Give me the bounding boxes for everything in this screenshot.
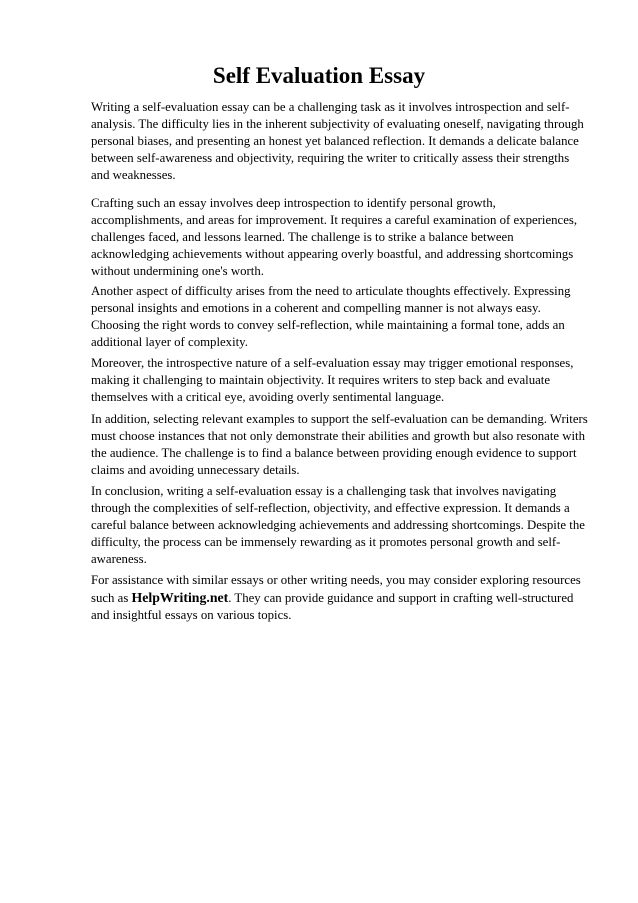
paragraph-articulation bbox=[91, 283, 601, 351]
text-line: Crafting such an essay involves deep introspection to identify personal growth, bbox=[91, 196, 496, 210]
text-line: Moreover, the introspective nature of a self-evaluation essay may trigger emotional responses, bbox=[91, 356, 574, 370]
text-line: For assistance with similar essays or other writing needs, you may consider exploring resources bbox=[91, 573, 581, 587]
paragraph-intro bbox=[91, 99, 601, 184]
text-line: claims and avoiding unnecessary details. bbox=[91, 463, 300, 477]
text-line: analysis. The difficulty lies in the inherent subjectivity of evaluating oneself, navigating through bbox=[91, 117, 584, 131]
text-line: Choosing the right words to convey self-reflection, while maintaining a formal tone, adds an bbox=[91, 318, 565, 332]
text-line: In conclusion, writing a self-evaluation essay is a challenging task that involves navigating bbox=[91, 484, 557, 498]
text-line: through the complexities of self-reflection, objectivity, and effective expression. It demands a bbox=[91, 501, 570, 515]
text-line: careful balance between acknowledging achievements and addressing shortcomings. Despite the bbox=[91, 518, 585, 532]
text-line: challenges faced, and lessons learned. The challenge is to strike a balance between bbox=[91, 230, 514, 244]
text-line: acknowledging achievements without appearing overly boastful, and addressing shortcomings bbox=[91, 247, 574, 261]
paragraph-resources bbox=[91, 572, 601, 624]
text-line: personal insights and emotions in a coherent and compelling manner is not always easy. bbox=[91, 301, 541, 315]
text-line: the audience. The challenge is to find a balance between providing enough evidence to support bbox=[91, 446, 577, 460]
text-line: themselves with a critical eye, avoiding overly sentimental language. bbox=[91, 390, 445, 404]
paragraph-examples bbox=[91, 411, 601, 479]
text-fragment: . They can provide guidance and support in crafting well-structured bbox=[228, 591, 574, 605]
helpwriting-link[interactable]: HelpWriting.net bbox=[131, 590, 229, 605]
text-line: In addition, selecting relevant examples to support the self-evaluation can be demanding. Writers bbox=[91, 412, 588, 426]
text-line: must choose instances that not only demonstrate their abilities and growth but also resonate with bbox=[91, 429, 585, 443]
text-line: personal biases, and presenting an honest yet balanced reflection. It demands a delicate balance bbox=[91, 134, 579, 148]
text-line-with-link bbox=[91, 589, 601, 607]
text-line: without undermining one's worth. bbox=[91, 264, 264, 278]
text-line: awareness. bbox=[91, 552, 147, 566]
text-line: accomplishments, and areas for improvement. It requires a careful examination of experiences, bbox=[91, 213, 578, 227]
paragraph-crafting bbox=[91, 195, 601, 280]
text-fragment: such as bbox=[91, 591, 132, 605]
text-line: additional layer of complexity. bbox=[91, 335, 248, 349]
page-title: Self Evaluation Essay bbox=[212, 63, 426, 88]
text-line: Another aspect of difficulty arises from the need to articulate thoughts effectively. Expressing bbox=[91, 284, 571, 298]
text-line: Writing a self-evaluation essay can be a challenging task as it involves introspection and self- bbox=[91, 100, 570, 114]
paragraph-introspective bbox=[91, 355, 601, 406]
text-line: and weaknesses. bbox=[91, 168, 176, 182]
paragraph-conclusion bbox=[91, 483, 601, 568]
text-line: between self-awareness and objectivity, requiring the writer to critically assess their strengths bbox=[91, 151, 570, 165]
text-line: making it challenging to maintain objectivity. It requires writers to step back and evaluate bbox=[91, 373, 551, 387]
text-line: and insightful essays on various topics. bbox=[91, 608, 292, 622]
text-line: difficulty, the process can be immensely rewarding as it promotes personal growth and self- bbox=[91, 535, 561, 549]
